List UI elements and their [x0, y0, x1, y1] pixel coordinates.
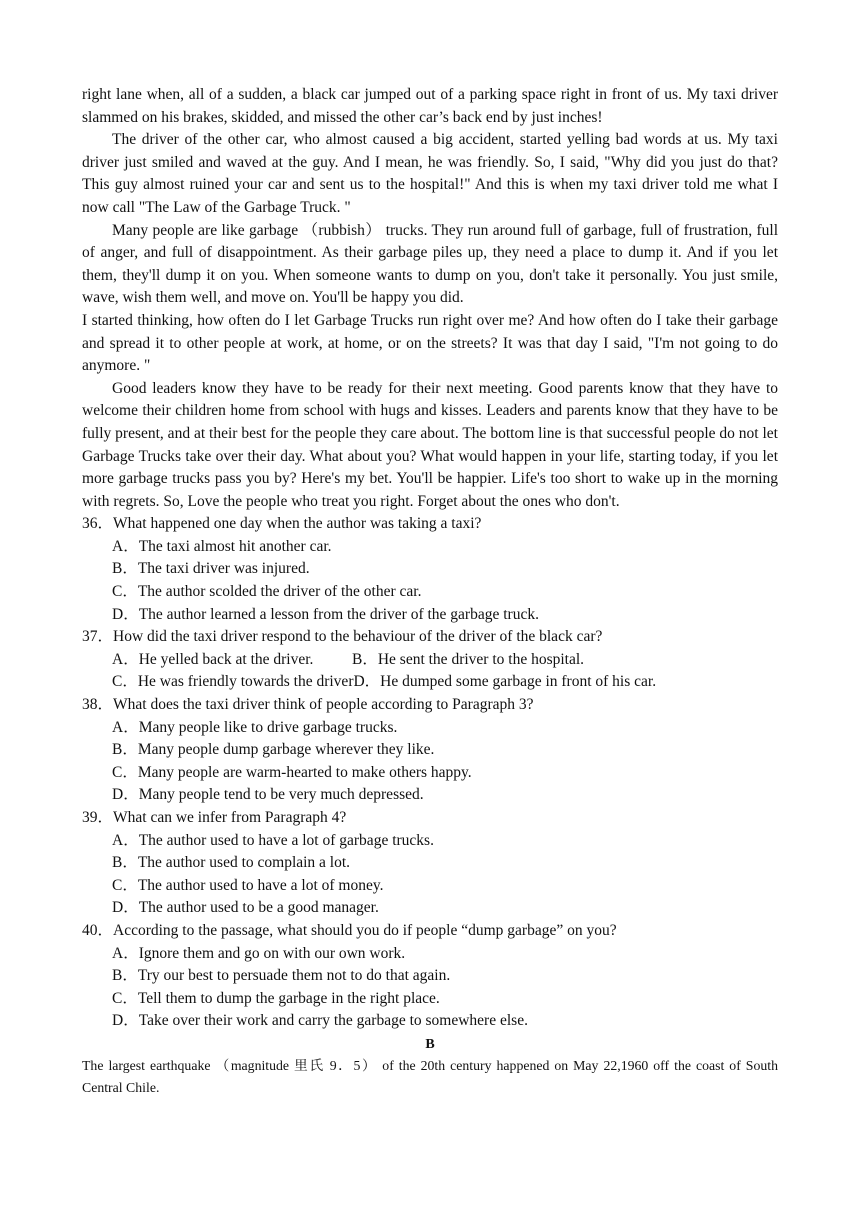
question-37-options-row-1: [112, 649, 778, 672]
question-39-stem: 39．What can we infer from Paragraph 4?: [82, 809, 347, 826]
question-38-stem: 38．What does the taxi driver think of people according to Paragraph 3?: [82, 696, 534, 714]
question-37-option-c: C．He was friendly towards the driver: [112, 673, 354, 691]
question-36-option-c: C．The author scolded the driver of the other car.: [112, 583, 422, 601]
question-40-stem: 40．According to the passage, what should you do if people “dump garbage” on you?: [82, 921, 617, 939]
question-38-option-c: C．Many people are warm-hearted to make others happy.: [112, 763, 472, 781]
question-39-option-a: A．The author used to have a lot of garbage trucks.: [112, 831, 434, 849]
question-39-option-d: D．The author used to be a good manager.: [112, 899, 379, 917]
question-37-options-row-2: [112, 671, 778, 694]
question-40-option-a: A．Ignore them and go on with our own work.: [112, 944, 406, 962]
question-37-option-a: A．He yelled back at the driver.: [112, 650, 314, 668]
question-37-stem: 37．How did the taxi driver respond to the behaviour of the driver of the black car?: [82, 628, 603, 646]
passage-paragraph-3: Many people are like garbage （rubbish） trucks. They run around full of garbage, full of frustration, full of anger, and full of disappointment. As their garbage piles up, they need a place to dump it. And if you let them, they'll dump it on you. When someone wants to dump on you, don't take it personally. You just smile, wave, wish them well, and move on. You'll be happy you did.: [82, 221, 778, 307]
question-39-option-b: B．The author used to complain a lot.: [112, 854, 351, 872]
question-39-option-c: C．The author used to have a lot of money.: [112, 876, 384, 894]
question-40-option-d: D．Take over their work and carry the garbage to somewhere else.: [112, 1012, 528, 1030]
question-36-stem: 36．What happened one day when the author was taking a taxi?: [82, 515, 482, 533]
question-37-option-b: B．He sent the driver to the hospital.: [352, 650, 585, 668]
section-b-heading: B: [425, 1036, 435, 1052]
question-38-option-d: D．Many people tend to be very much depressed.: [112, 786, 424, 804]
question-36-option-a: A．The taxi almost hit another car.: [112, 537, 332, 555]
question-36-option-b: B．The taxi driver was injured.: [112, 560, 310, 578]
question-38-option-a: A．Many people like to drive garbage trucks.: [112, 718, 398, 736]
section-b-intro: The largest earthquake （magnitude 里氏 9．5） of the 20th century happened on May 22,1960 off the coast of South Central Chile.: [82, 1057, 778, 1095]
question-40-option-b: B．Try our best to persuade them not to do that again.: [112, 967, 451, 985]
exam-page: [82, 84, 778, 1099]
question-36-option-d: D．The author learned a lesson from the driver of the garbage truck.: [112, 605, 539, 623]
passage-paragraph-5: Good leaders know they have to be ready for their next meeting. Good parents know that they have to welcome their children home from school with hugs and kisses. Leaders and parents know that they have to be fully present, and at their best for the people they care about. The bottom line is that successful people do not let Garbage Trucks take over their day. What about you? What would happen in your life, starting today, if you let more garbage trucks pass you by? Here's my bet. You'll be happier. Life's too short to wake up in the morning with regrets. So, Love the people who treat you right. Forget about the ones who don't.: [82, 379, 778, 510]
passage-paragraph-2: The driver of the other car, who almost caused a big accident, started yelling bad words at us. My taxi driver just smiled and waved at the guy. And I mean, he was friendly. So, I said, "Why did you just do that? This guy almost ruined your car and sent us to the hospital!" And this is when my taxi driver told me what I now call "The Law of the Garbage Truck. ": [82, 131, 778, 216]
passage-paragraph-1: right lane when, all of a sudden, a black car jumped out of a parking space right in front of us. My taxi driver slammed on his brakes, skidded, and missed the other car’s back end by just inches!: [82, 86, 778, 126]
passage-paragraph-4: I started thinking, how often do I let Garbage Trucks run right over me? And how often do I take their garbage and spread it to other people at work, at home, or on the streets? It was that day I said, "I'm not going to do anymore. ": [82, 311, 778, 375]
question-37-option-d: D．He dumped some garbage in front of his car.: [353, 673, 657, 691]
question-40-option-c: C．Tell them to dump the garbage in the right place.: [112, 989, 440, 1007]
question-38-option-b: B．Many people dump garbage wherever they like.: [112, 741, 435, 759]
